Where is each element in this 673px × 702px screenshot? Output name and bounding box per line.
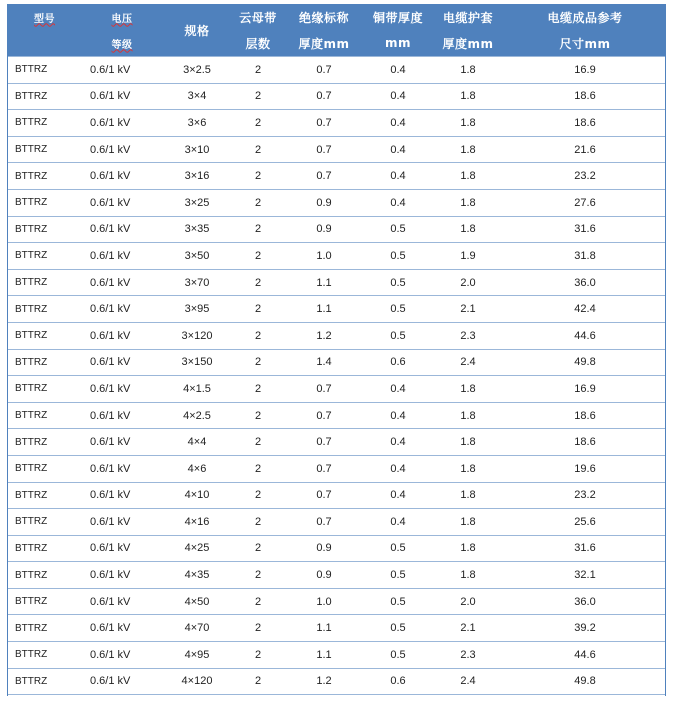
cell-sheath: 2.4 <box>432 668 504 695</box>
table-header <box>7 4 666 57</box>
cell-mica: 2 <box>232 243 284 270</box>
cell-mica: 2 <box>232 562 284 589</box>
cell-insulation: 1.2 <box>284 322 364 349</box>
cell-spec: 3×6 <box>162 110 232 137</box>
header-spec: 规格 <box>162 4 232 57</box>
table-row <box>7 189 666 216</box>
cell-insulation: 0.7 <box>284 402 364 429</box>
cell-voltage: 0.6/1 kV <box>82 535 162 562</box>
cell-spec: 3×2.5 <box>162 57 232 84</box>
cell-mica: 2 <box>232 376 284 403</box>
table-row <box>7 376 666 403</box>
cell-mica: 2 <box>232 110 284 137</box>
header-insulation-2: 厚度mm <box>284 30 364 57</box>
cell-voltage: 0.6/1 kV <box>82 509 162 536</box>
header-sheath: 电缆护套 <box>432 4 504 30</box>
cell-insulation: 1.1 <box>284 296 364 323</box>
cell-model: BTTRZ <box>7 615 82 642</box>
cell-model: BTTRZ <box>7 296 82 323</box>
cell-voltage: 0.6/1 kV <box>82 668 162 695</box>
cell-copper: 0.5 <box>364 588 432 615</box>
cell-sheath: 1.8 <box>432 57 504 84</box>
cell-model: BTTRZ <box>7 429 82 456</box>
cell-mica: 2 <box>232 349 284 376</box>
header-voltage-2: 等级 <box>82 30 162 57</box>
cell-outer: 19.6 <box>504 455 666 482</box>
cell-spec: 4×25 <box>162 535 232 562</box>
cell-outer: 16.9 <box>504 376 666 403</box>
cell-spec: 4×70 <box>162 615 232 642</box>
table-row <box>7 615 666 642</box>
cell-insulation: 1.2 <box>284 668 364 695</box>
cell-outer: 36.0 <box>504 269 666 296</box>
cell-copper: 0.6 <box>364 668 432 695</box>
table-row <box>7 349 666 376</box>
cell-spec: 3×50 <box>162 243 232 270</box>
cell-sheath: 2.1 <box>432 615 504 642</box>
cell-outer: 31.6 <box>504 216 666 243</box>
cell-mica: 2 <box>232 296 284 323</box>
cell-insulation: 0.7 <box>284 509 364 536</box>
cell-copper: 0.5 <box>364 562 432 589</box>
cell-sheath: 2.3 <box>432 322 504 349</box>
cell-sheath: 2.0 <box>432 269 504 296</box>
cell-mica: 2 <box>232 216 284 243</box>
cell-spec: 3×120 <box>162 322 232 349</box>
cell-model: BTTRZ <box>7 482 82 509</box>
header-copper-2: mm <box>364 30 432 57</box>
cell-spec: 3×10 <box>162 136 232 163</box>
cell-sheath: 1.8 <box>432 83 504 110</box>
table-row <box>7 509 666 536</box>
table-row <box>7 482 666 509</box>
header-insulation: 绝缘标称 <box>284 4 364 30</box>
cell-model: BTTRZ <box>7 110 82 137</box>
cell-insulation: 0.7 <box>284 376 364 403</box>
cell-outer: 18.6 <box>504 429 666 456</box>
cell-spec: 3×150 <box>162 349 232 376</box>
cell-copper: 0.5 <box>364 615 432 642</box>
cell-voltage: 0.6/1 kV <box>82 243 162 270</box>
cell-mica: 2 <box>232 668 284 695</box>
table-row <box>7 269 666 296</box>
header-model-2 <box>7 30 82 57</box>
cell-sheath: 1.8 <box>432 136 504 163</box>
header-row-2 <box>7 30 666 57</box>
cell-model: BTTRZ <box>7 535 82 562</box>
cell-model: BTTRZ <box>7 376 82 403</box>
cell-model: BTTRZ <box>7 668 82 695</box>
header-copper: 铜带厚度 <box>364 4 432 30</box>
cell-mica: 2 <box>232 83 284 110</box>
cell-sheath: 1.9 <box>432 243 504 270</box>
cell-insulation: 0.7 <box>284 455 364 482</box>
cell-spec: 4×10 <box>162 482 232 509</box>
cell-sheath: 2.0 <box>432 588 504 615</box>
cell-mica: 2 <box>232 57 284 84</box>
table-row <box>7 429 666 456</box>
cell-outer: 27.6 <box>504 189 666 216</box>
cell-model: BTTRZ <box>7 642 82 669</box>
cell-sheath: 1.8 <box>432 402 504 429</box>
cell-copper: 0.5 <box>364 216 432 243</box>
cell-outer: 23.2 <box>504 163 666 190</box>
cell-outer: 31.6 <box>504 535 666 562</box>
cell-voltage: 0.6/1 kV <box>82 110 162 137</box>
table-row <box>7 296 666 323</box>
cell-copper: 0.5 <box>364 243 432 270</box>
cell-outer: 16.9 <box>504 57 666 84</box>
cell-mica: 2 <box>232 429 284 456</box>
cell-copper: 0.4 <box>364 110 432 137</box>
cell-mica: 2 <box>232 482 284 509</box>
cell-outer: 49.8 <box>504 668 666 695</box>
cell-outer: 18.6 <box>504 83 666 110</box>
cell-mica: 2 <box>232 455 284 482</box>
cell-voltage: 0.6/1 kV <box>82 455 162 482</box>
header-outer-2: 尺寸mm <box>504 30 666 57</box>
cell-insulation: 0.7 <box>284 163 364 190</box>
cell-outer: 23.2 <box>504 482 666 509</box>
cell-model: BTTRZ <box>7 243 82 270</box>
table-row <box>7 562 666 589</box>
cell-outer: 32.1 <box>504 562 666 589</box>
cell-sheath: 2.1 <box>432 296 504 323</box>
cell-sheath: 1.8 <box>432 216 504 243</box>
cell-spec: 3×25 <box>162 189 232 216</box>
cell-model: BTTRZ <box>7 83 82 110</box>
cell-voltage: 0.6/1 kV <box>82 163 162 190</box>
cell-model: BTTRZ <box>7 349 82 376</box>
cell-insulation: 0.7 <box>284 429 364 456</box>
cell-voltage: 0.6/1 kV <box>82 322 162 349</box>
cell-mica: 2 <box>232 269 284 296</box>
cell-outer: 36.0 <box>504 588 666 615</box>
cell-insulation: 0.7 <box>284 482 364 509</box>
cell-mica: 2 <box>232 509 284 536</box>
cell-outer: 25.6 <box>504 509 666 536</box>
cell-mica: 2 <box>232 535 284 562</box>
cell-insulation: 0.7 <box>284 57 364 84</box>
table-row <box>7 668 666 695</box>
cell-spec: 3×35 <box>162 216 232 243</box>
cell-insulation: 0.9 <box>284 216 364 243</box>
cell-model: BTTRZ <box>7 163 82 190</box>
cell-outer: 18.6 <box>504 110 666 137</box>
cell-copper: 0.4 <box>364 57 432 84</box>
cell-outer: 44.6 <box>504 642 666 669</box>
cell-model: BTTRZ <box>7 189 82 216</box>
cell-sheath: 2.3 <box>432 642 504 669</box>
cell-sheath: 1.8 <box>432 455 504 482</box>
cell-copper: 0.5 <box>364 642 432 669</box>
cell-model: BTTRZ <box>7 455 82 482</box>
cell-copper: 0.4 <box>364 482 432 509</box>
cell-insulation: 0.9 <box>284 562 364 589</box>
cell-insulation: 0.7 <box>284 110 364 137</box>
cell-model: BTTRZ <box>7 136 82 163</box>
cell-insulation: 0.9 <box>284 535 364 562</box>
cell-spec: 4×4 <box>162 429 232 456</box>
cell-mica: 2 <box>232 402 284 429</box>
table-row <box>7 535 666 562</box>
cell-insulation: 1.0 <box>284 243 364 270</box>
table-row <box>7 642 666 669</box>
cell-sheath: 1.8 <box>432 110 504 137</box>
table-row <box>7 588 666 615</box>
cell-voltage: 0.6/1 kV <box>82 376 162 403</box>
cell-outer: 18.6 <box>504 402 666 429</box>
header-model: 型号 <box>7 4 82 30</box>
cell-mica: 2 <box>232 136 284 163</box>
cell-insulation: 1.1 <box>284 615 364 642</box>
cell-model: BTTRZ <box>7 216 82 243</box>
table-row <box>7 136 666 163</box>
cell-model: BTTRZ <box>7 562 82 589</box>
cell-spec: 4×95 <box>162 642 232 669</box>
header-voltage: 电压 <box>82 4 162 30</box>
cell-sheath: 1.8 <box>432 509 504 536</box>
cell-spec: 3×4 <box>162 83 232 110</box>
cell-sheath: 1.8 <box>432 376 504 403</box>
cell-outer: 21.6 <box>504 136 666 163</box>
cell-voltage: 0.6/1 kV <box>82 83 162 110</box>
cell-copper: 0.5 <box>364 535 432 562</box>
cell-copper: 0.4 <box>364 83 432 110</box>
cell-sheath: 2.4 <box>432 349 504 376</box>
table-row <box>7 110 666 137</box>
cell-mica: 2 <box>232 189 284 216</box>
cell-model: BTTRZ <box>7 402 82 429</box>
cell-mica: 2 <box>232 322 284 349</box>
table-row <box>7 322 666 349</box>
cell-sheath: 1.8 <box>432 163 504 190</box>
cell-sheath: 1.8 <box>432 535 504 562</box>
cell-outer: 49.8 <box>504 349 666 376</box>
cell-insulation: 1.0 <box>284 588 364 615</box>
table-row <box>7 57 666 84</box>
cell-spec: 4×120 <box>162 668 232 695</box>
cell-spec: 4×50 <box>162 588 232 615</box>
cell-outer: 39.2 <box>504 615 666 642</box>
cell-model: BTTRZ <box>7 269 82 296</box>
cell-outer: 31.8 <box>504 243 666 270</box>
cell-insulation: 1.4 <box>284 349 364 376</box>
cell-insulation: 0.7 <box>284 136 364 163</box>
header-outer: 电缆成品参考 <box>504 4 666 30</box>
table-row <box>7 243 666 270</box>
cell-sheath: 1.8 <box>432 562 504 589</box>
cell-voltage: 0.6/1 kV <box>82 429 162 456</box>
header-mica-2: 层数 <box>232 30 284 57</box>
cell-voltage: 0.6/1 kV <box>82 57 162 84</box>
cell-voltage: 0.6/1 kV <box>82 216 162 243</box>
cell-insulation: 1.1 <box>284 642 364 669</box>
table-row <box>7 216 666 243</box>
cell-copper: 0.5 <box>364 269 432 296</box>
cable-spec-table <box>7 4 666 695</box>
table-row <box>7 163 666 190</box>
cell-sheath: 1.8 <box>432 189 504 216</box>
header-sheath-2: 厚度mm <box>432 30 504 57</box>
cell-insulation: 0.9 <box>284 189 364 216</box>
cell-model: BTTRZ <box>7 509 82 536</box>
cell-voltage: 0.6/1 kV <box>82 562 162 589</box>
cell-spec: 4×16 <box>162 509 232 536</box>
cell-spec: 4×35 <box>162 562 232 589</box>
cell-copper: 0.4 <box>364 429 432 456</box>
table-row <box>7 455 666 482</box>
cell-copper: 0.5 <box>364 296 432 323</box>
table-body <box>7 57 666 695</box>
cell-spec: 3×16 <box>162 163 232 190</box>
cell-voltage: 0.6/1 kV <box>82 402 162 429</box>
cell-copper: 0.6 <box>364 349 432 376</box>
cell-copper: 0.4 <box>364 455 432 482</box>
cell-voltage: 0.6/1 kV <box>82 642 162 669</box>
cell-spec: 4×2.5 <box>162 402 232 429</box>
cell-copper: 0.4 <box>364 376 432 403</box>
cell-mica: 2 <box>232 588 284 615</box>
cell-mica: 2 <box>232 163 284 190</box>
table-row <box>7 83 666 110</box>
cell-voltage: 0.6/1 kV <box>82 482 162 509</box>
cell-model: BTTRZ <box>7 322 82 349</box>
cell-copper: 0.4 <box>364 402 432 429</box>
cell-copper: 0.4 <box>364 189 432 216</box>
cell-insulation: 0.7 <box>284 83 364 110</box>
cell-voltage: 0.6/1 kV <box>82 269 162 296</box>
cell-voltage: 0.6/1 kV <box>82 136 162 163</box>
cell-model: BTTRZ <box>7 57 82 84</box>
cell-mica: 2 <box>232 615 284 642</box>
cell-voltage: 0.6/1 kV <box>82 349 162 376</box>
cell-copper: 0.4 <box>364 136 432 163</box>
cell-spec: 3×70 <box>162 269 232 296</box>
cell-copper: 0.5 <box>364 322 432 349</box>
cell-mica: 2 <box>232 642 284 669</box>
cell-model: BTTRZ <box>7 588 82 615</box>
cell-voltage: 0.6/1 kV <box>82 615 162 642</box>
cell-sheath: 1.8 <box>432 429 504 456</box>
header-row-1 <box>7 4 666 30</box>
cell-voltage: 0.6/1 kV <box>82 189 162 216</box>
cable-spec-table-container <box>7 4 666 695</box>
cell-spec: 3×95 <box>162 296 232 323</box>
table-row <box>7 402 666 429</box>
cell-copper: 0.4 <box>364 163 432 190</box>
cell-sheath: 1.8 <box>432 482 504 509</box>
cell-outer: 44.6 <box>504 322 666 349</box>
cell-insulation: 1.1 <box>284 269 364 296</box>
cell-outer: 42.4 <box>504 296 666 323</box>
cell-copper: 0.4 <box>364 509 432 536</box>
cell-voltage: 0.6/1 kV <box>82 296 162 323</box>
header-mica: 云母带 <box>232 4 284 30</box>
cell-voltage: 0.6/1 kV <box>82 588 162 615</box>
cell-spec: 4×1.5 <box>162 376 232 403</box>
cell-spec: 4×6 <box>162 455 232 482</box>
